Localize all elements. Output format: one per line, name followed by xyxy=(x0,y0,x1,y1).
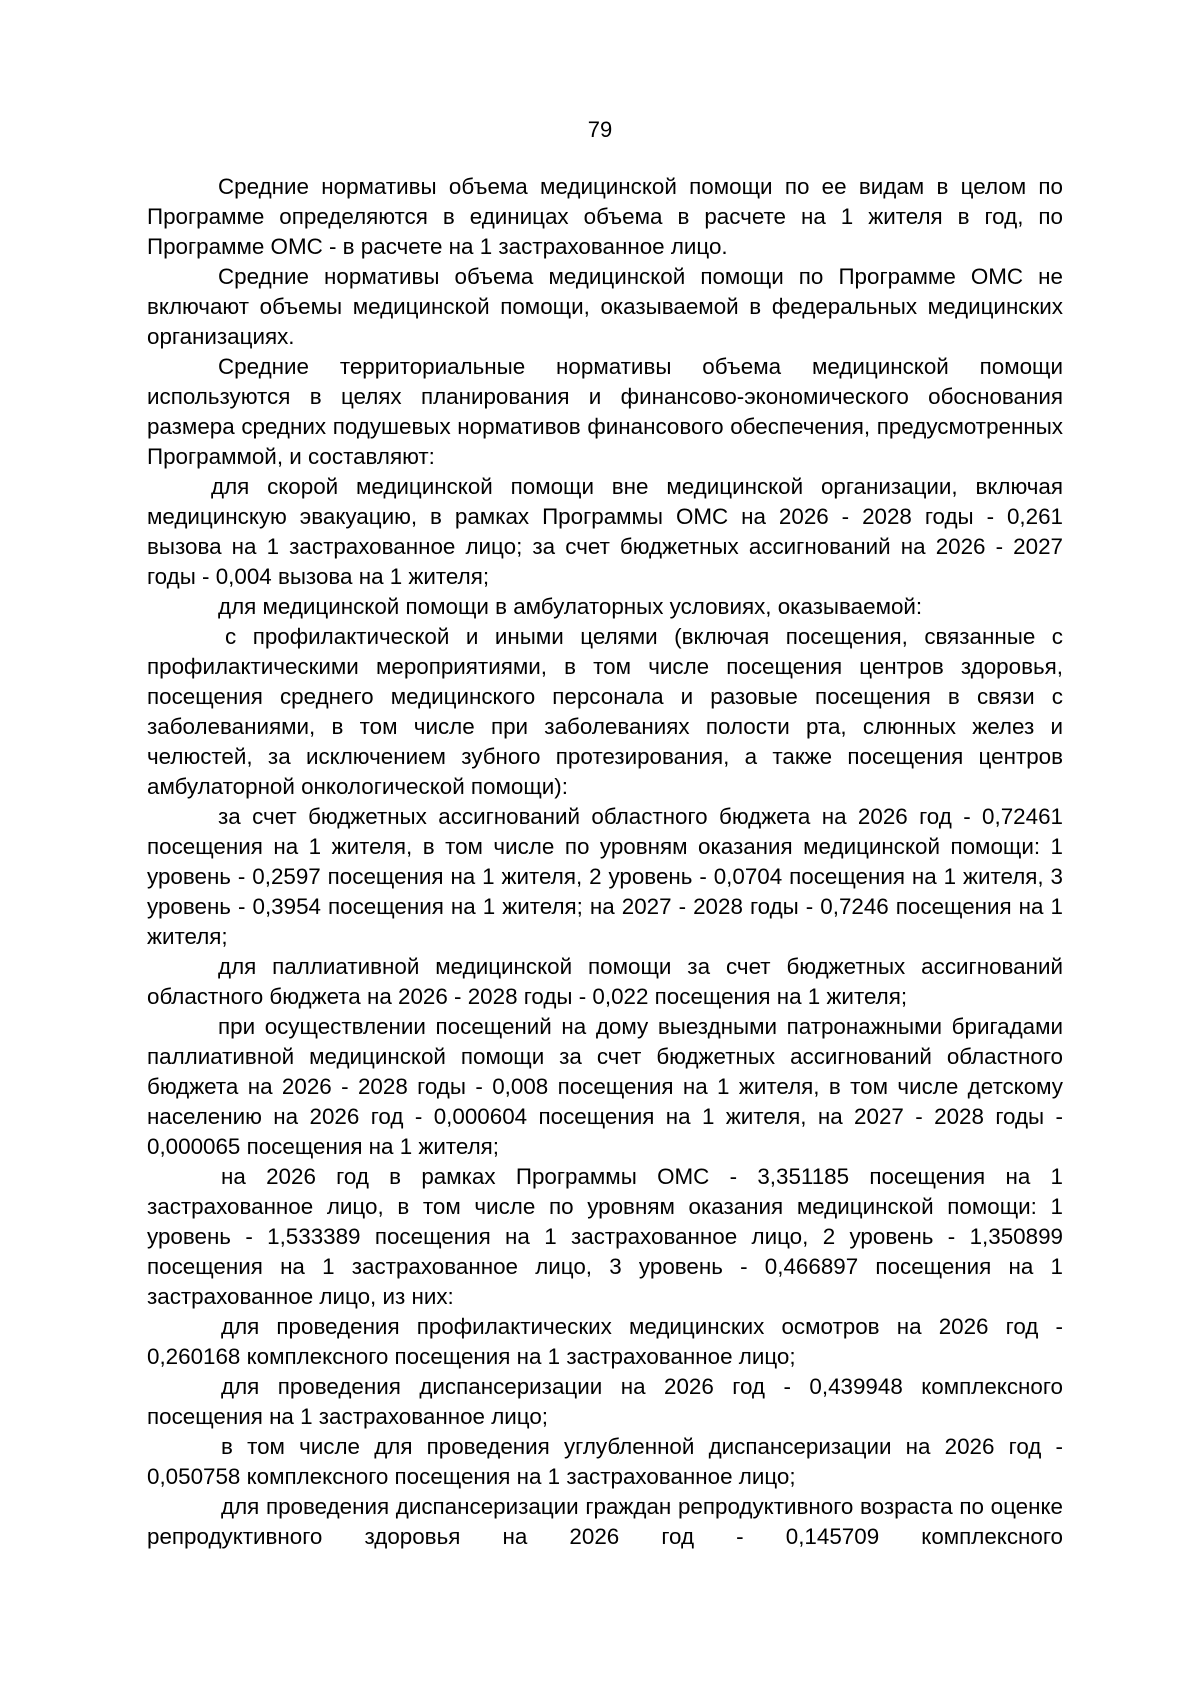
document-body xyxy=(147,172,1063,1552)
paragraph: в том числе для проведения углубленной диспансеризации на 2026 год - 0,050758 комплексного посещения на 1 застрахованное лицо; xyxy=(147,1434,1063,1489)
paragraph: для проведения профилактических медицинских осмотров на 2026 год - 0,260168 комплексного посещения на 1 застрахованное лицо; xyxy=(147,1314,1063,1369)
paragraph: для медицинской помощи в амбулаторных условиях, оказываемой: xyxy=(218,594,923,619)
paragraph: Средние нормативы объема медицинской помощи по ее видам в целом по Программе определяются в единицах объема в расчете на 1 жителя в год, по Программе ОМС - в расчете на 1 застрахованное лицо. xyxy=(147,174,1063,259)
paragraph: для паллиативной медицинской помощи за счет бюджетных ассигнований областного бюджета на 2026 - 2028 годы - 0,022 посещения на 1 жителя; xyxy=(147,954,1063,1009)
paragraph: с профилактической и иными целями (включая посещения, связанные с профилактическими мероприятиями, в том числе посещения центров здоровья, посещения среднего медицинского персонала и разовые посещения в связи с заболеваниями, в том числе при заболеваниях полости рта, слюнных желез и челюстей, за исключением зубного протезирования, а также посещения центров амбулаторной онкологической помощи): xyxy=(147,624,1063,799)
paragraph: при осуществлении посещений на дому выездными патронажными бригадами паллиативной медицинской помощи за счет бюджетных ассигнований областного бюджета на 2026 - 2028 годы - 0,008 посещения на 1 жителя, в том числе детскому населению на 2026 год - 0,000604 посещения на 1 жителя, на 2027 - 2028 годы - 0,000065 посещения на 1 жителя; xyxy=(147,1014,1063,1159)
paragraph: для скорой медицинской помощи вне медицинской организации, включая медицинскую эвакуацию, в рамках Программы ОМС на 2026 - 2028 годы - 0,261 вызова на 1 застрахованное лицо; за счет бюджетных ассигнований на 2026 - 2027 годы - 0,004 вызова на 1 жителя; xyxy=(147,474,1063,589)
paragraph: Средние нормативы объема медицинской помощи по Программе ОМС не включают объемы медицинской помощи, оказываемой в федеральных медицинских организациях. xyxy=(147,264,1063,349)
paragraph: для проведения диспансеризации граждан репродуктивного возраста по оценке репродуктивного здоровья на 2026 год - 0,145709 комплексного xyxy=(147,1494,1063,1549)
paragraph: Средние территориальные нормативы объема медицинской помощи используются в целях планирования и финансово-экономического обоснования размера средних подушевых нормативов финансового обеспечения, предусмотренных Программой, и составляют: xyxy=(147,354,1063,469)
paragraph: за счет бюджетных ассигнований областного бюджета на 2026 год - 0,72461 посещения на 1 жителя, в том числе по уровням оказания медицинской помощи: 1 уровень - 0,2597 посещения на 1 жителя, 2 уровень - 0,0704 посещения на 1 жителя, 3 уровень - 0,3954 посещения на 1 жителя; на 2027 - 2028 годы - 0,7246 посещения на 1 жителя; xyxy=(147,804,1063,949)
paragraph: на 2026 год в рамках Программы ОМС - 3,351185 посещения на 1 застрахованное лицо, в том числе по уровням оказания медицинской помощи: 1 уровень - 1,533389 посещения на 1 застрахованное лицо, 2 уровень - 1,350899 посещения на 1 застрахованное лицо, 3 уровень - 0,466897 посещения на 1 застрахованное лицо, из них: xyxy=(147,1164,1063,1309)
page-number: 79 xyxy=(587,117,613,142)
paragraph: для проведения диспансеризации на 2026 год - 0,439948 комплексного посещения на 1 застрахованное лицо; xyxy=(147,1374,1063,1429)
